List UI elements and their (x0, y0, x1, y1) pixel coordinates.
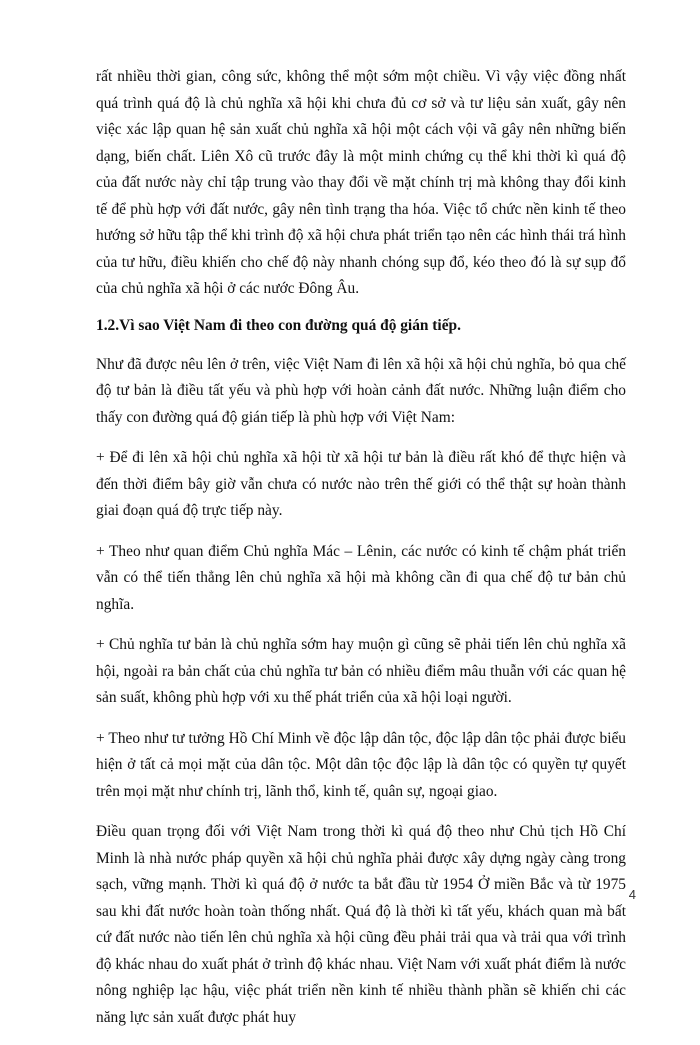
list-item-point-4: + Theo như tư tưởng Hồ Chí Minh về độc lập dân tộc, độc lập dân tộc phải được biểu hiện ở tất cả mọi mặt của dân tộc. Một dân tộc độc lập là dân tộc có quyền tự quyết trên mọi mặt như chính trị, lãnh thổ, kinh tế, quân sự, ngoại giao. (96, 729, 626, 800)
page-body (96, 64, 626, 1045)
list-item-point-2: + Theo như quan điểm Chủ nghĩa Mác – Lênin, các nước có kinh tế chậm phát triển vẫn có thể tiến thẳng lên chủ nghĩa xã hội mà không cần đi qua chế độ tư bản chủ nghĩa. (96, 542, 626, 613)
paragraph-intro: rất nhiều thời gian, công sức, không thể một sớm một chiều. Vì vậy việc đồng nhất quá trình quá độ là chủ nghĩa xã hội khi chưa đủ cơ sở và tư liệu sản xuất, gây nên việc xác lập quan hệ sản xuất chủ nghĩa xã hội một cách vội vã gây nên những biến dạng, biến chất. Liên Xô cũ trước đây là một minh chứng cụ thể khi thời kì quá độ của đất nước này chỉ tập trung vào thay đổi về mặt chính trị mà không thay đổi kinh tế để phù hợp với đất nước, gây nên tình trạng tha hóa. Việc tổ chức nền kinh tế theo hướng sở hữu tập thể khi trình độ xã hội chưa phát triển tạo nên các hình thái trá hình của tư hữu, điều khiến cho chế độ này nhanh chóng sụp đổ, kéo theo đó là sự sụp đổ của chủ nghĩa xã hội ở các nước Đông Âu. (96, 68, 626, 297)
paragraph-2: Điều quan trọng đối với Việt Nam trong thời kì quá độ theo như Chủ tịch Hồ Chí Minh là nhà nước pháp quyền xã hội chủ nghĩa phải được xây dựng ngày càng trong sạch, vững mạnh. Thời kì quá độ ở nước ta bắt đầu từ 1954 Ở miền Bắc và từ 1975 sau khi đất nước hoàn toàn thống nhất. Quá độ là thời kì tất yếu, khách quan mà bất cứ đất nước nào tiến lên chủ nghĩa xà hội cũng đều phải trải qua và trải qua với trình độ khác nhau do xuất phát ở trình độ khác nhau. Việt Nam với xuất phát điểm là nước nông nghiệp lạc hậu, việc phát triển nền kinh tế nhiều thành phần sẽ khiến chi các năng lực sản xuất được phát huy (96, 823, 626, 1026)
list-item-point-1: + Để đi lên xã hội chủ nghĩa xã hội từ xã hội tư bản là điều rất khó để thực hiện và đến thời điểm bây giờ vẫn chưa có nước nào trên thế giới có thể thật sự hoàn thành giai đoạn quá độ trực tiếp này. (96, 449, 626, 519)
paragraph-1: Như đã được nêu lên ở trên, việc Việt Nam đi lên xã hội xã hội chủ nghĩa, bỏ qua chế độ tư bản là điều tất yếu và phù hợp với hoàn cảnh đất nước. Những luận điểm cho thấy con đường quá độ gián tiếp là phù hợp với Việt Nam: (96, 355, 626, 426)
list-item-point-3: + Chủ nghĩa tư bản là chủ nghĩa sớm hay muộn gì cũng sẽ phải tiến lên chủ nghĩa xã hội, ngoài ra bản chất của chủ nghĩa tư bản có nhiều điểm mâu thuẫn với các quan hệ sản suất, không phù hợp với xu thế phát triển của xã hội loại người. (96, 636, 626, 706)
section-heading: 1.2.Vì sao Việt Nam đi theo con đường quá độ gián tiếp. (96, 316, 461, 334)
page-number: 4 (628, 887, 636, 902)
